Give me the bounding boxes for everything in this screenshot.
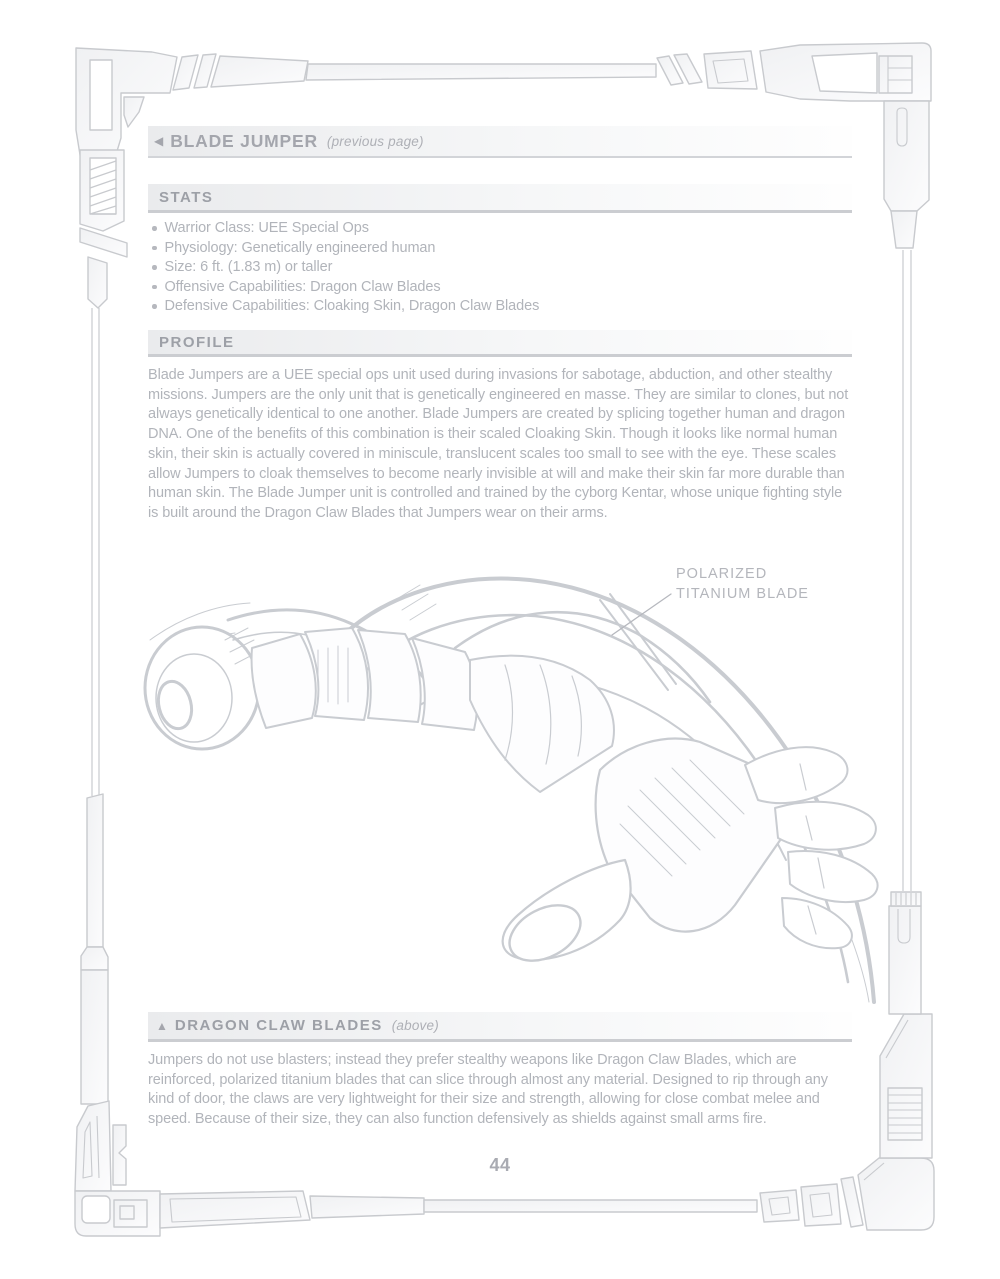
bullet-icon	[152, 304, 157, 309]
page-header-bar	[148, 126, 852, 158]
profile-body-text: Blade Jumpers are a UEE special ops unit used during invasions for sabotage, abduction, and other stealthy missions. Jumpers are the only unit that is genetically engineered en masse. They are similar to clones, but not always genetically identical to one another. Blade Jumpers are created by splicing together human and dragon DNA. One of the benefits of this combination is their scaled Cloaking Skin. Though it looks like normal human skin, their skin is actually covered in miniscule, translucent scales too small to see with the eye. These scales allow Jumpers to cloak themselves to become nearly invisible at will and make their skin far more durable than human skin. The Blade Jumper unit is controlled and trained by the cyborg Kentar, whose unique fighting style is built around the Dragon Claw Blades that Jumpers wear on their arms.	[148, 367, 849, 521]
weapon-body-text: Jumpers do not use blasters; instead they prefer stealthy weapons like Dragon Claw Blades, which are reinforced, polarized titanium blades that can slice through almost any material. Designed to rip through any kind of door, the claws are very lightweight for their size and strength, allowing for close combat melee and speed. Because of their size, they can also function defensively as shields against small arms fire.	[148, 1052, 828, 1128]
bullet-icon	[152, 226, 157, 231]
stats-section-header	[148, 184, 852, 213]
list-item	[150, 258, 850, 278]
profile-section-header	[148, 330, 852, 357]
page-number: 44	[489, 1155, 511, 1175]
stat-text: Defensive Capabilities: Cloaking Skin, Dragon Claw Blades	[164, 298, 540, 314]
bullet-icon	[152, 265, 157, 270]
stat-text: Physiology: Genetically engineered human	[164, 239, 436, 256]
annotation-line-1: POLARIZED	[676, 566, 768, 582]
above-icon: ▲	[156, 1018, 168, 1033]
weapon-section-header	[148, 1012, 852, 1042]
previous-page-icon: ◀	[154, 134, 164, 148]
stats-heading: STATS	[159, 188, 214, 206]
list-item	[150, 278, 850, 298]
weapon-heading: DRAGON CLAW BLADES	[174, 1017, 383, 1034]
blade-annotation-label	[676, 565, 809, 604]
bullet-icon	[152, 285, 157, 290]
bullet-icon	[152, 246, 157, 251]
profile-heading: PROFILE	[159, 333, 235, 351]
forearm-gauntlet-sketch	[145, 610, 614, 792]
weapon-heading-subtitle: (above)	[391, 1018, 439, 1033]
page-title: BLADE JUMPER	[170, 130, 318, 151]
list-item	[150, 297, 850, 317]
list-item	[150, 239, 850, 259]
list-item	[150, 219, 850, 239]
stat-text: Size: 6 ft. (1.83 m) or taller	[164, 259, 333, 275]
stat-text: Warrior Class: UEE Special Ops	[164, 220, 369, 236]
page-title-subtitle: (previous page)	[326, 133, 424, 149]
annotation-line-2: TITANIUM BLADE	[676, 585, 809, 602]
stat-text: Offensive Capabilities: Dragon Claw Blades	[164, 278, 441, 295]
stats-list	[150, 219, 850, 317]
